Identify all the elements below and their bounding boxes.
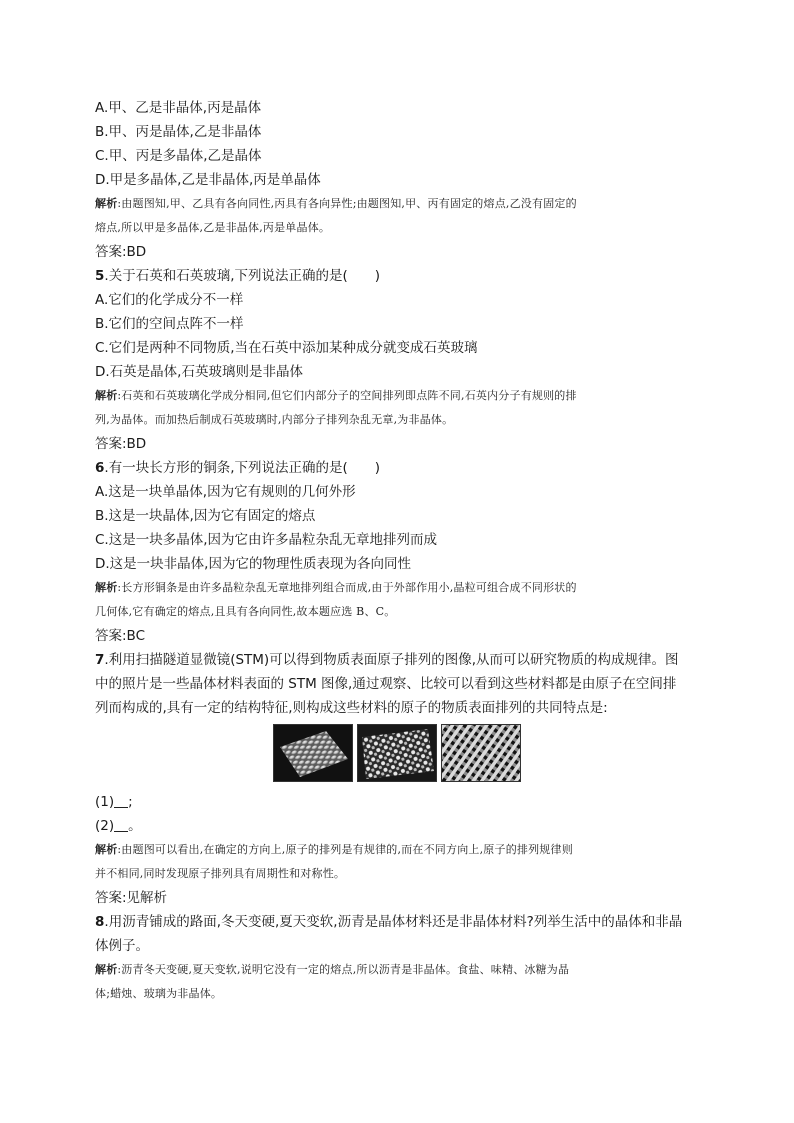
stm-image-row bbox=[95, 724, 699, 782]
document-page bbox=[95, 96, 699, 1006]
q8-stem-line2: 体例子。 bbox=[95, 938, 149, 954]
q7-stem-line2: 中的照片是一些晶体材料表面的 STM 图像,通过观察、比较可以看到这些材料都是由原子在空间排 bbox=[95, 676, 677, 692]
q5-option-d: D.石英是晶体,石英玻璃则是非晶体 bbox=[95, 364, 303, 380]
q5-explanation-line1 bbox=[95, 384, 699, 408]
q7-number: 7 bbox=[95, 652, 105, 668]
q5-number: 5 bbox=[95, 268, 105, 284]
q8-explain-tag: 解析 bbox=[95, 963, 118, 976]
q6-explain-tag: 解析 bbox=[95, 581, 118, 594]
q5-stem-text: .关于石英和石英玻璃,下列说法正确的是( ) bbox=[104, 268, 381, 284]
q7-blank2 bbox=[95, 814, 699, 838]
stm-image-3 bbox=[441, 724, 521, 782]
q7-explain-text1: :由题图可以看出,在确定的方向上,原子的排列是有规律的,而在不同方向上,原子的排列规律则 bbox=[117, 843, 573, 856]
q7-stem-line1 bbox=[95, 648, 699, 672]
q8-number: 8 bbox=[95, 914, 105, 930]
q4-option-a: A.甲、乙是非晶体,丙是晶体 bbox=[95, 100, 262, 116]
q8-stem-text1: .用沥青铺成的路面,冬天变硬,夏天变软,沥青是晶体材料还是非晶体材料?列举生活中的晶体和非晶 bbox=[104, 914, 683, 930]
q5-explain-tag: 解析 bbox=[95, 389, 118, 402]
q7-blank1-field[interactable] bbox=[114, 794, 128, 808]
q4-explain-text1: :由题图知,甲、乙具有各向同性,丙具有各向异性;由题图知,甲、丙有固定的熔点,乙没有固定的 bbox=[117, 197, 577, 210]
q7-blank2-label: (2) bbox=[95, 818, 115, 834]
q7-blank1-label: (1) bbox=[95, 794, 115, 810]
q6-number: 6 bbox=[95, 460, 105, 476]
q4-option-c: C.甲、丙是多晶体,乙是晶体 bbox=[95, 148, 262, 164]
q7-explain-tag: 解析 bbox=[95, 843, 118, 856]
q8-explanation-line2: 体;蜡烛、玻璃为非晶体。 bbox=[95, 987, 223, 1000]
q4-option-d: D.甲是多晶体,乙是非晶体,丙是单晶体 bbox=[95, 172, 321, 188]
q7-explanation-line2: 并不相同,同时发现原子排列具有周期性和对称性。 bbox=[95, 867, 346, 880]
q5-explanation-line2: 列,为晶体。而加热后制成石英玻璃时,内部分子排列杂乱无章,为非晶体。 bbox=[95, 413, 454, 426]
q6-answer: 答案:BC bbox=[95, 628, 145, 644]
q5-option-a: A.它们的化学成分不一样 bbox=[95, 292, 244, 308]
q7-stem-line3: 列而构成的,具有一定的结构特征,则构成这些材料的原子的物质表面排列的共同特点是: bbox=[95, 700, 608, 716]
q6-option-b: B.这是一块晶体,因为它有固定的熔点 bbox=[95, 508, 316, 524]
stm-image-1 bbox=[273, 724, 353, 782]
q6-option-c: C.这是一块多晶体,因为它由许多晶粒杂乱无章地排列而成 bbox=[95, 532, 438, 548]
q8-explain-text1: :沥青冬天变硬,夏天变软,说明它没有一定的熔点,所以沥青是非晶体。食盐、味精、冰糖为晶 bbox=[117, 963, 570, 976]
q8-stem-line1 bbox=[95, 910, 699, 934]
q6-option-a: A.这是一块单晶体,因为它有规则的几何外形 bbox=[95, 484, 356, 500]
q5-option-c: C.它们是两种不同物质,当在石英中添加某种成分就变成石英玻璃 bbox=[95, 340, 478, 356]
q4-explanation-line1 bbox=[95, 192, 699, 216]
stm-image-2 bbox=[357, 724, 437, 782]
q7-stem-text1: .利用扫描隧道显微镜(STM)可以得到物质表面原子排列的图像,从而可以研究物质的构成规律。图 bbox=[104, 652, 679, 668]
q4-answer: 答案:BD bbox=[95, 244, 147, 260]
q7-blank1 bbox=[95, 790, 699, 814]
q5-answer: 答案:BD bbox=[95, 436, 147, 452]
q7-answer: 答案:见解析 bbox=[95, 890, 168, 906]
q7-blank2-field[interactable] bbox=[114, 818, 128, 832]
q7-explanation-line1 bbox=[95, 838, 699, 862]
q5-explain-text1: :石英和石英玻璃化学成分相同,但它们内部分子的空间排列即点阵不同,石英内分子有规则的排 bbox=[117, 389, 577, 402]
q8-explanation-line1 bbox=[95, 958, 699, 982]
q5-option-b: B.它们的空间点阵不一样 bbox=[95, 316, 244, 332]
q6-option-d: D.这是一块非晶体,因为它的物理性质表现为各向同性 bbox=[95, 556, 411, 572]
q6-explain-text1: :长方形铜条是由许多晶粒杂乱无章地排列组合而成,由于外部作用小,晶粒可组合成不同形状的 bbox=[117, 581, 577, 594]
q4-explain-tag: 解析 bbox=[95, 197, 118, 210]
q7-blank1-suffix: ; bbox=[128, 794, 133, 810]
q6-explanation-line2: 几何体,它有确定的熔点,且具有各向同性,故本题应选 B、C。 bbox=[95, 605, 396, 618]
q4-explanation-line2: 熔点,所以甲是多晶体,乙是非晶体,丙是单晶体。 bbox=[95, 221, 331, 234]
q5-stem bbox=[95, 264, 699, 288]
q6-explanation-line1 bbox=[95, 576, 699, 600]
q6-stem-text: .有一块长方形的铜条,下列说法正确的是( ) bbox=[104, 460, 381, 476]
q6-stem bbox=[95, 456, 699, 480]
q7-blank2-suffix: 。 bbox=[128, 818, 142, 834]
q4-option-b: B.甲、丙是晶体,乙是非晶体 bbox=[95, 124, 262, 140]
